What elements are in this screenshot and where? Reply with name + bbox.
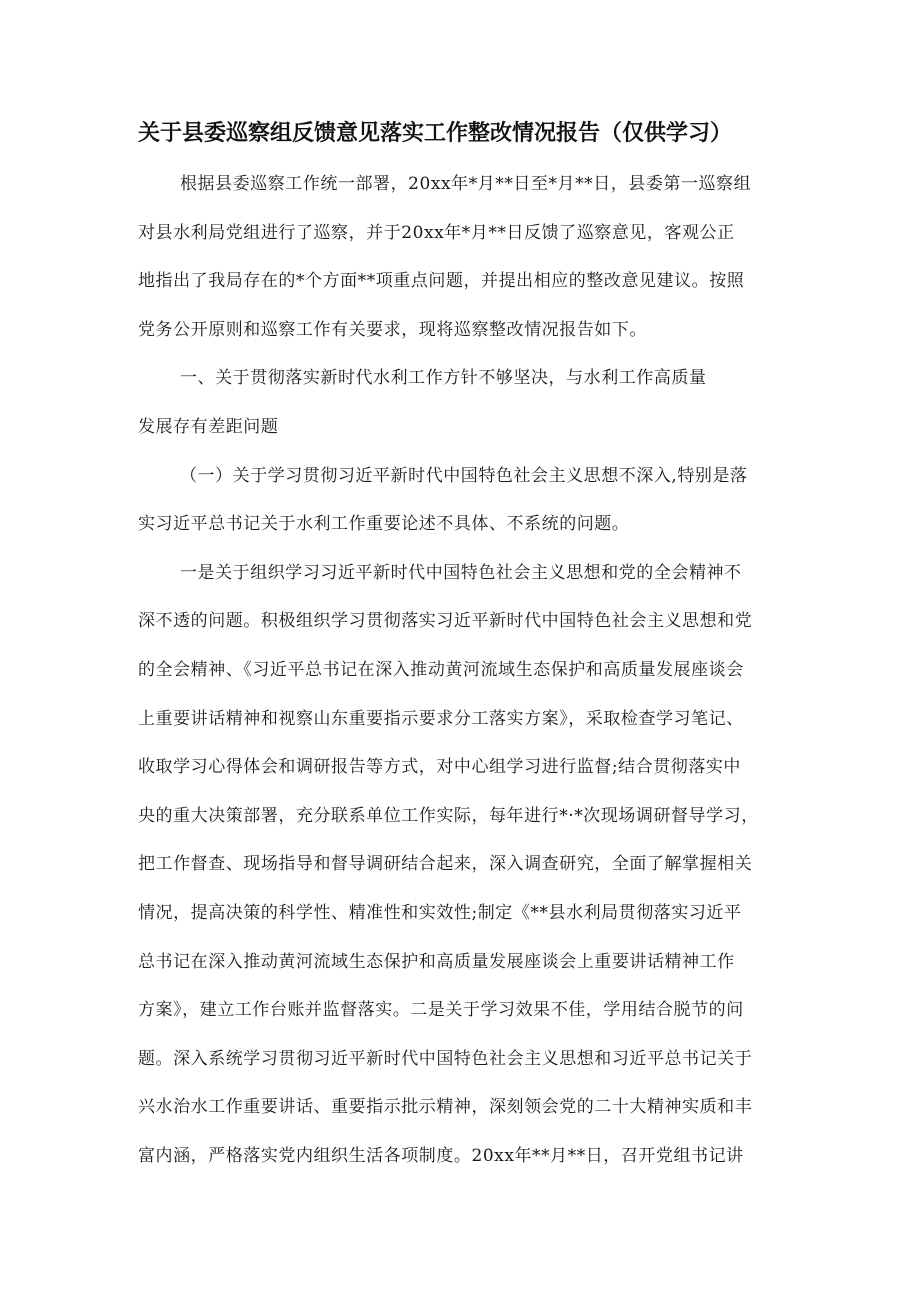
section-heading-line: 一、关于贯彻落实新时代水利工作方针不够坚决，与水利工作高质量: [180, 368, 707, 389]
text-line: 富内涵，严格落实党内组织生活各项制度。20xx年**月**日，召开党组书记讲: [138, 1145, 744, 1166]
text-line: 党务公开原则和巡察工作有关要求，现将巡察整改情况报告如下。: [138, 319, 647, 340]
text-line: 一是关于组织学习习近平新时代中国特色社会主义思想和党的全会精神不: [180, 562, 742, 583]
text-line: 上重要讲话精神和视察山东重要指示要求分工落实方案》，采取检查学习笔记、: [138, 708, 744, 729]
section-heading-line: 发展存有差距问题: [138, 416, 279, 437]
document-body: [138, 160, 786, 1180]
text-line: 把工作督查、现场指导和督导调研结合起来，深入调查研究，全面了解掌握相关: [138, 854, 753, 875]
text-line: 方案》，建立工作台账并监督落实。二是关于学习效果不佳，学用结合脱节的问: [138, 1000, 744, 1021]
text-line: 情况，提高决策的科学性、精准性和实效性;制定《**县水利局贯彻落实习近平: [138, 902, 742, 923]
text-line: 根据县委巡察工作统一部署，20xx年*月**日至*月**日，县委第一巡察组: [180, 174, 752, 194]
text-line: 兴水治水工作重要讲话、重要指示批示精神，深刻领会党的二十大精神实质和丰: [138, 1097, 753, 1118]
subsection-heading-line: （一）关于学习贯彻习近平新时代中国特色社会主义思想不深入,特别是落: [180, 465, 748, 486]
subsection-heading-line: 实习近平总书记关于水利工作重要论述不具体、不系统的问题。: [138, 514, 630, 535]
text-line: 收取学习心得体会和调研报告等方式，对中心组学习进行监督;结合贯彻落实中: [138, 757, 741, 778]
text-line: 对县水利局党组进行了巡察，并于20xx年*月**日反馈了巡察意见，客观公正: [138, 222, 735, 243]
text-line: 总书记在深入推动黄河流域生态保护和高质量发展座谈会上重要讲话精神工作: [138, 951, 735, 972]
text-line: 央的重大决策部署，充分联系单位工作实际，每年进行*·*次现场调研督导学习，: [138, 805, 759, 826]
text-line: 深不透的问题。积极组织学习贯彻落实习近平新时代中国特色社会主义思想和党: [138, 611, 753, 632]
text-line: 题。深入系统学习贯彻习近平新时代中国特色社会主义思想和习近平总书记关于: [138, 1048, 753, 1069]
document-title: 关于县委巡察组反馈意见落实工作整改情况报告（仅供学习）: [138, 121, 733, 146]
text-line: 的全会精神、《习近平总书记在深入推动黄河流域生态保护和高质量发展座谈会: [138, 659, 744, 680]
text-line: 地指出了我局存在的*个方面**项重点问题，并提出相应的整改意见建议。按照: [138, 271, 745, 292]
